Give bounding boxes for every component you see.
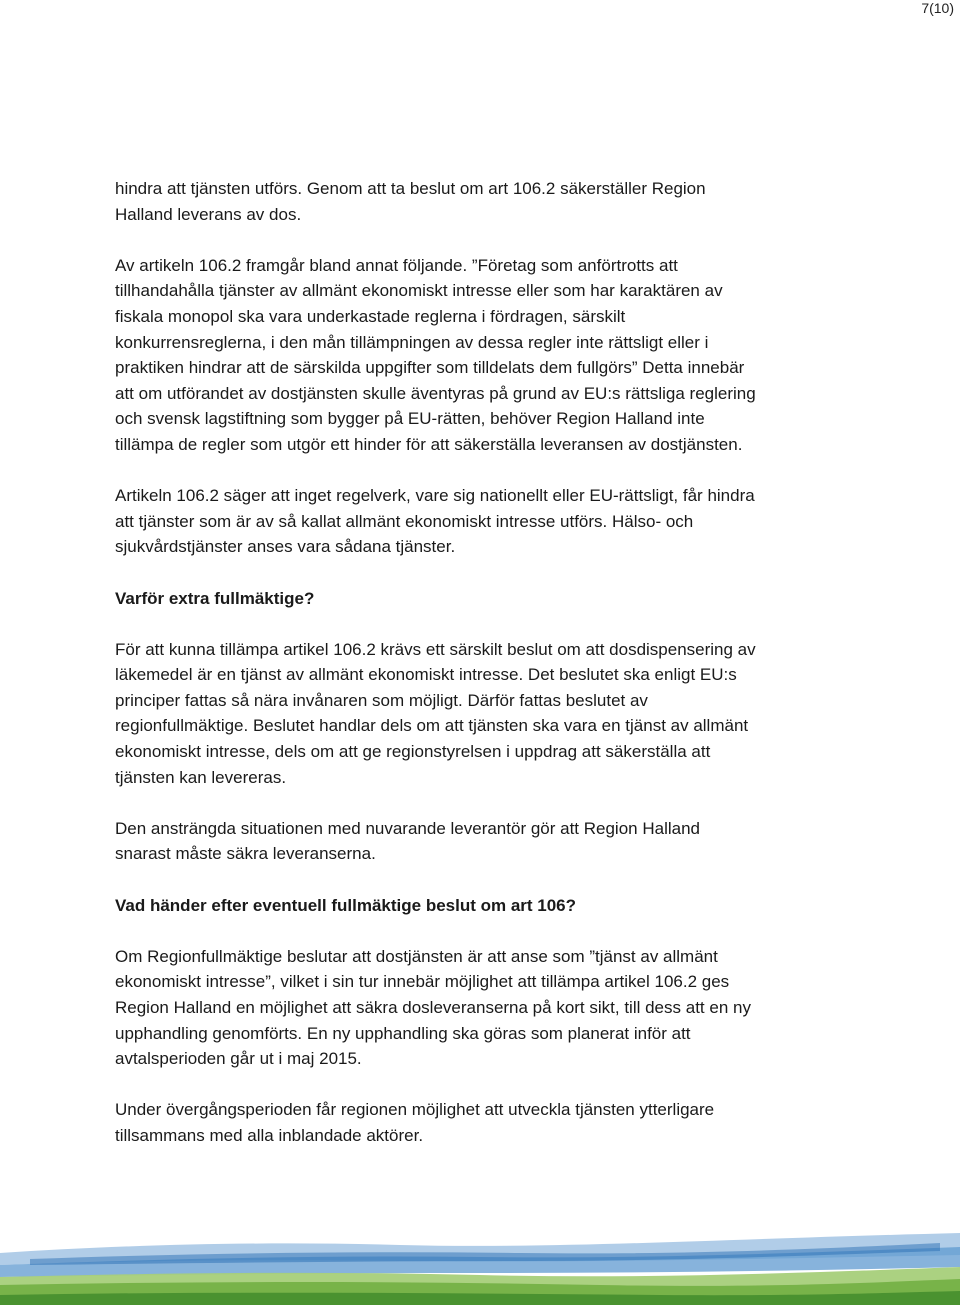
- paragraph-5: Den ansträngda situationen med nuvarande leverantör gör att Region Halland snarast måste säkra leveranserna.: [115, 818, 700, 864]
- heading-efter-beslut: Vad händer efter eventuell fullmäktige beslut om art 106?: [115, 895, 577, 915]
- paragraph-6: Om Regionfullmäktige beslutar att dostjänsten är att anse som ”tjänst av allmänt ekonomiskt intresse”, vilket i sin tur innebär möjlighet att tillämpa artikel 106.2 ges Region Halland en möjlighet att säkra dosleveranserna på kort sikt, till dess att en ny upphandling genomförts. En ny upphandling ska göras som planerat inför att avtalsperioden går ut i maj 2015.: [115, 946, 751, 1069]
- heading-extra-fullmaktige: Varför extra fullmäktige?: [115, 588, 315, 608]
- page-number: 7(10): [921, 0, 954, 16]
- paragraph-4: För att kunna tillämpa artikel 106.2 krävs ett särskilt beslut om att dosdispensering av läkemedel är en tjänst av allmänt ekonomiskt intresse. Det beslutet ska enligt EU:s principer fattas så nära invånaren som möjligt. Därför fattas beslutet av regionfullmäktige. Beslutet handlar dels om att tjänsten ska vara en tjänst av allmänt ekonomiskt intresse, dels om att ge regionstyrelsen i uppdrag att säkerställa att tjänsten kan levereras.: [115, 639, 756, 787]
- paragraph-7: Under övergångsperioden får regionen möjlighet att utveckla tjänsten ytterligare tillsammans med alla inblandade aktörer.: [115, 1100, 715, 1145]
- paragraph-2: Av artikeln 106.2 framgår bland annat följande. ”Företag som anförtrotts att tillhandahålla tjänster av allmänt ekonomiskt intresse eller som har karaktären av fiskala monopol ska vara underkastade reglerna i fördragen, särskilt konkurrensreglerna, i den mån tillämpningen av dessa regler inte rättsligt eller i praktiken hindrar att de särskilda uppgifter som tilldelats dem fullgörs” Detta innebär att om utförandet av dostjänsten skulle äventyras på grund av EU:s rättsliga reglering och svensk lagstiftning som bygger på EU-rätten, behöver Region Halland inte tillämpa de regler som utgör ett hinder för att säkerställa leveransen av dostjänsten.: [115, 255, 756, 454]
- footer-landscape-decoration: [0, 1215, 960, 1305]
- paragraph-1: hindra att tjänsten utförs. Genom att ta beslut om art 106.2 säkerställer Region Halland leverans av dos.: [115, 179, 706, 224]
- document-body: [115, 176, 855, 1174]
- paragraph-3: Artikeln 106.2 säger att inget regelverk, vare sig nationellt eller EU-rättsligt, får hindra att tjänster som är av så kallat allmänt ekonomiskt intresse utförs. Hälso- och sjukvårdstjänster anses vara sådana tjänster.: [115, 486, 755, 557]
